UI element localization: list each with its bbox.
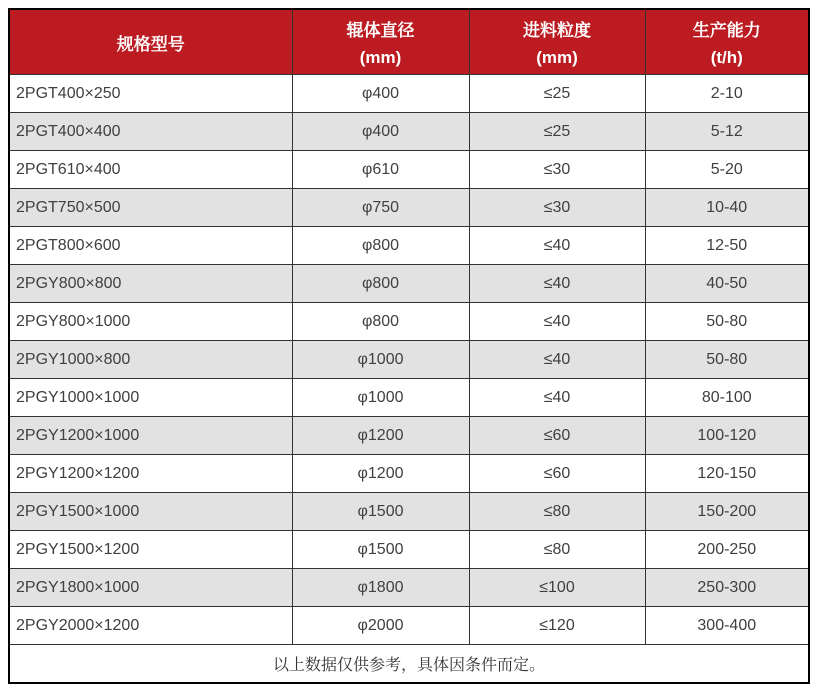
header-unit-roller-diameter: (mm) — [359, 48, 402, 67]
header-title-model: 规格型号 — [116, 34, 185, 54]
table-cell: 40-50 — [645, 265, 809, 303]
table-row — [9, 417, 809, 455]
table-row — [9, 303, 809, 341]
table-cell: ≤60 — [469, 417, 645, 455]
table-cell: ≤60 — [469, 455, 645, 493]
header-unit-capacity: (t/h) — [710, 48, 743, 67]
table-cell: ≤100 — [469, 569, 645, 607]
table-cell: 5-20 — [645, 151, 809, 189]
table-cell: φ400 — [292, 75, 469, 113]
table-row — [9, 455, 809, 493]
table-cell: 2PGY1500×1200 — [9, 531, 292, 569]
table-cell: 200-250 — [645, 531, 809, 569]
table-cell: φ800 — [292, 265, 469, 303]
header-title-roller-diameter: 辊体直径 — [346, 21, 415, 40]
table-cell: 5-12 — [645, 113, 809, 151]
table-cell: ≤40 — [469, 341, 645, 379]
table-cell: 300-400 — [645, 607, 809, 645]
header-cell-capacity — [645, 9, 809, 75]
table-cell: φ1200 — [292, 417, 469, 455]
table-cell: 2PGT750×500 — [9, 189, 292, 227]
table-cell: ≤40 — [469, 227, 645, 265]
table-cell: ≤40 — [469, 379, 645, 417]
table-cell: 2PGY800×800 — [9, 265, 292, 303]
table-cell: 250-300 — [645, 569, 809, 607]
table-cell: φ1500 — [292, 531, 469, 569]
footer-note: 以上数据仅供参考，具体因条件而定。 — [9, 645, 809, 684]
table-cell: ≤30 — [469, 151, 645, 189]
table-cell: ≤80 — [469, 493, 645, 531]
table-cell: φ1500 — [292, 493, 469, 531]
footer-row — [9, 645, 809, 684]
table-row — [9, 189, 809, 227]
table-cell: φ1200 — [292, 455, 469, 493]
table-cell: 100-120 — [645, 417, 809, 455]
table-cell: ≤30 — [469, 189, 645, 227]
table-cell: 2PGY800×1000 — [9, 303, 292, 341]
header-row — [9, 9, 809, 75]
header-cell-model — [9, 9, 292, 75]
table-cell: 2PGT400×250 — [9, 75, 292, 113]
table-cell: φ400 — [292, 113, 469, 151]
header-unit-feed-size: (mm) — [536, 48, 578, 67]
table-cell: 2PGT610×400 — [9, 151, 292, 189]
table-row — [9, 75, 809, 113]
table-cell: φ610 — [292, 151, 469, 189]
table-cell: ≤25 — [469, 75, 645, 113]
table-cell: ≤40 — [469, 303, 645, 341]
table-row — [9, 265, 809, 303]
table-row — [9, 379, 809, 417]
table-cell: ≤80 — [469, 531, 645, 569]
table-header — [9, 9, 809, 75]
table-row — [9, 493, 809, 531]
table-cell: 2PGY1000×800 — [9, 341, 292, 379]
table-cell: 120-150 — [645, 455, 809, 493]
table-cell: φ1000 — [292, 341, 469, 379]
table-cell: 2-10 — [645, 75, 809, 113]
header-title-feed-size: 进料粒度 — [523, 21, 591, 40]
page — [8, 8, 810, 684]
table-row — [9, 607, 809, 645]
header-cell-feed-size — [469, 9, 645, 75]
table-cell: 80-100 — [645, 379, 809, 417]
table-cell: 2PGY1200×1000 — [9, 417, 292, 455]
table-body — [9, 75, 809, 645]
table-cell: φ2000 — [292, 607, 469, 645]
table-cell: 2PGT400×400 — [9, 113, 292, 151]
table-cell: 2PGY2000×1200 — [9, 607, 292, 645]
table-cell: 2PGY1500×1000 — [9, 493, 292, 531]
table-cell: ≤25 — [469, 113, 645, 151]
table-cell: 2PGT800×600 — [9, 227, 292, 265]
spec-table — [8, 8, 810, 684]
table-row — [9, 151, 809, 189]
table-cell: 12-50 — [645, 227, 809, 265]
table-cell: φ750 — [292, 189, 469, 227]
header-title-capacity: 生产能力 — [692, 21, 761, 40]
table-cell: 2PGY1800×1000 — [9, 569, 292, 607]
table-cell: ≤40 — [469, 265, 645, 303]
table-row — [9, 569, 809, 607]
table-cell: φ1800 — [292, 569, 469, 607]
table-footer — [9, 645, 809, 684]
table-cell: 50-80 — [645, 341, 809, 379]
table-row — [9, 341, 809, 379]
table-row — [9, 113, 809, 151]
table-cell: φ800 — [292, 303, 469, 341]
table-cell: 50-80 — [645, 303, 809, 341]
table-row — [9, 227, 809, 265]
table-cell: φ1000 — [292, 379, 469, 417]
table-cell: 2PGY1000×1000 — [9, 379, 292, 417]
table-cell: ≤120 — [469, 607, 645, 645]
header-cell-roller-diameter — [292, 9, 469, 75]
table-cell: 150-200 — [645, 493, 809, 531]
table-row — [9, 531, 809, 569]
table-cell: φ800 — [292, 227, 469, 265]
table-cell: 10-40 — [645, 189, 809, 227]
table-cell: 2PGY1200×1200 — [9, 455, 292, 493]
